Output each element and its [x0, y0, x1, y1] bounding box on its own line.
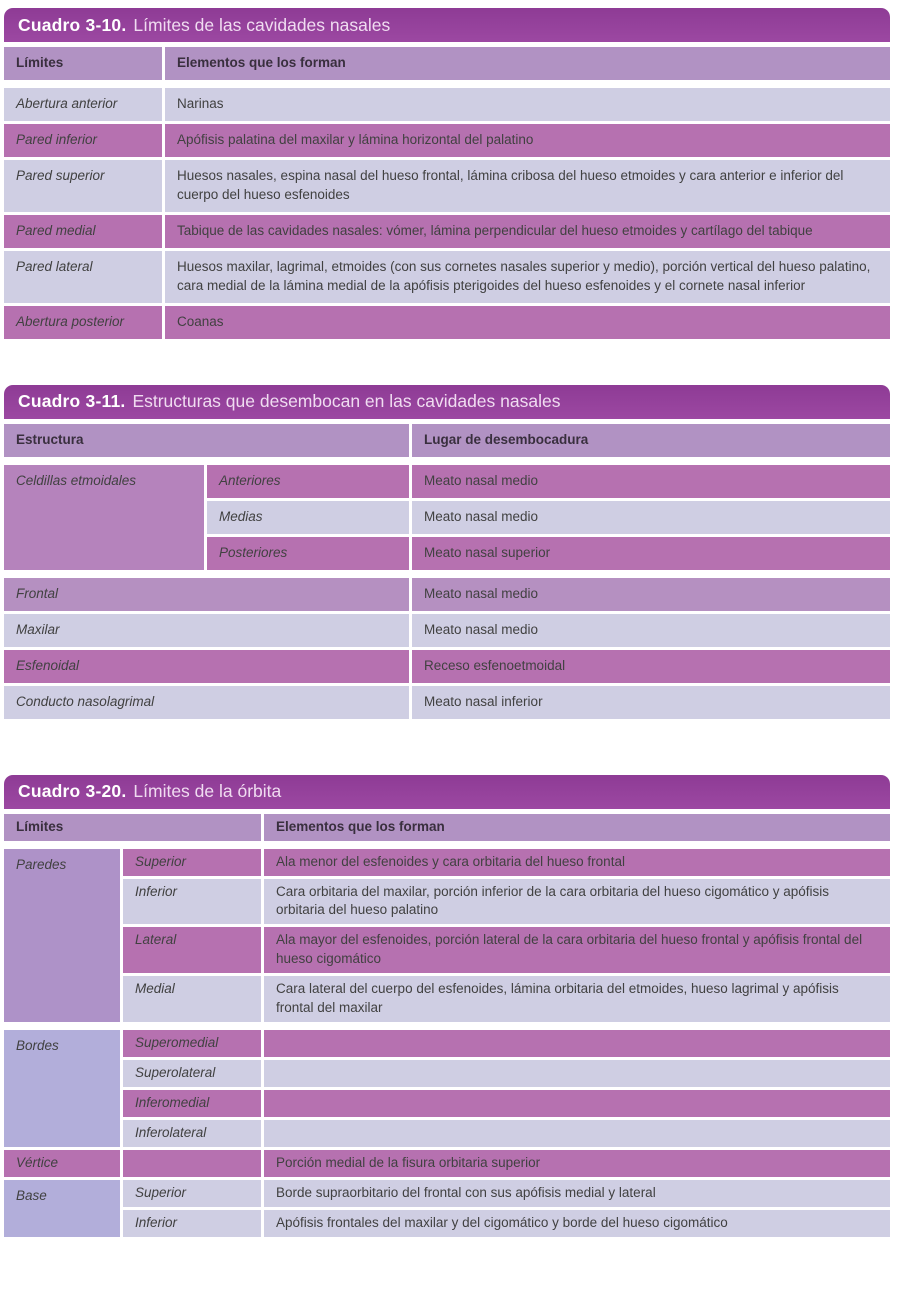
cuadro-number: Cuadro 3-20.: [18, 781, 127, 802]
cuadro-3-11-table: [4, 424, 890, 719]
subrow-value: Apófisis frontales del maxilar y del cigomático y borde del hueso cigomático: [264, 1210, 890, 1237]
row-label: Abertura posterior: [4, 306, 162, 339]
subrow-value: Ala mayor del esfenoides, porción lateral de la cara orbitaria del hueso frontal y apófisis frontal del hueso cigomático: [264, 927, 890, 973]
cuadro-3-11-title-bar: [4, 385, 890, 419]
row-value: Meato nasal inferior: [412, 686, 890, 719]
subrow-value-empty: [264, 1090, 890, 1117]
cuadro-3-20-title-bar: [4, 775, 890, 809]
subrow-value: Borde supraorbitario del frontal con sus apófisis medial y lateral: [264, 1180, 890, 1207]
subrow-label: Superomedial: [123, 1030, 261, 1057]
empty-cell: [123, 1150, 261, 1177]
subrow-value: Cara lateral del cuerpo del esfenoides, lámina orbitaria del etmoides, hueso lagrimal y apófisis frontal del maxilar: [264, 976, 890, 1022]
group-label-bordes: Bordes: [4, 1030, 120, 1147]
cuadro-3-20-table: [4, 814, 890, 1237]
subrow-label: Medial: [123, 976, 261, 1022]
row-value: Huesos nasales, espina nasal del hueso frontal, lámina cribosa del hueso etmoides y cara anterior e inferior del cuerpo del hueso esfenoides: [165, 160, 890, 212]
subrow-label: Superior: [123, 1180, 261, 1207]
row-value: Tabique de las cavidades nasales: vómer, lámina perpendicular del hueso etmoides y cartílago del tabique: [165, 215, 890, 248]
row-label: Pared superior: [4, 160, 162, 212]
cuadro-title: Límites de la órbita: [133, 781, 282, 802]
row-spacer: [4, 83, 890, 85]
cuadro-3-10-table: [4, 47, 890, 339]
row-label: Pared inferior: [4, 124, 162, 157]
group-label-celdillas-etmoidales: Celdillas etmoidales: [4, 465, 204, 570]
row-value: Meato nasal medio: [412, 614, 890, 647]
cuadro-number: Cuadro 3-10.: [18, 14, 127, 35]
subrow-label: Posteriores: [207, 537, 409, 570]
cuadro-title: Límites de las cavidades nasales: [133, 14, 391, 35]
subrow-label: Superolateral: [123, 1060, 261, 1087]
row-spacer: [4, 460, 890, 462]
subrow-value: Meato nasal medio: [412, 465, 890, 498]
cuadro-3-10-title-bar: [4, 8, 890, 42]
cuadro-3-20: [4, 775, 890, 1237]
cuadro-3-10: [4, 8, 890, 339]
group-label-paredes: Paredes: [4, 849, 120, 1022]
subrow-value: Ala menor del esfenoides y cara orbitaria del hueso frontal: [264, 849, 890, 876]
row-value: Meato nasal medio: [412, 578, 890, 611]
row-label: Abertura anterior: [4, 88, 162, 121]
row-value: Receso esfenoetmoidal: [412, 650, 890, 683]
subrow-label: Inferior: [123, 879, 261, 925]
subrow-label: Medias: [207, 501, 409, 534]
row-label: Frontal: [4, 578, 409, 611]
row-value: Apófisis palatina del maxilar y lámina horizontal del palatino: [165, 124, 890, 157]
subrow-label: Inferior: [123, 1210, 261, 1237]
subrow-value: Meato nasal medio: [412, 501, 890, 534]
row-spacer: [4, 1025, 890, 1027]
subrow-label: Inferomedial: [123, 1090, 261, 1117]
subrow-label: Inferolateral: [123, 1120, 261, 1147]
row-label: Maxilar: [4, 614, 409, 647]
subrow-value: Cara orbitaria del maxilar, porción inferior de la cara orbitaria del hueso cigomático y apófisis orbitaria del hueso palatino: [264, 879, 890, 925]
subrow-label: Anteriores: [207, 465, 409, 498]
row-label: Pared lateral: [4, 251, 162, 303]
row-value: Porción medial de la fisura orbitaria superior: [264, 1150, 890, 1177]
col-header-elementos: Elementos que los forman: [264, 814, 890, 841]
row-label-vertice: Vértice: [4, 1150, 120, 1177]
subrow-label: Superior: [123, 849, 261, 876]
subrow-value-empty: [264, 1120, 890, 1147]
row-label: Pared medial: [4, 215, 162, 248]
row-label: Conducto nasolagrimal: [4, 686, 409, 719]
cuadro-3-11: [4, 385, 890, 719]
subrow-value: Meato nasal superior: [412, 537, 890, 570]
row-spacer: [4, 844, 890, 846]
group-label-base: Base: [4, 1180, 120, 1237]
cuadro-title: Estructuras que desembocan en las cavidades nasales: [132, 391, 561, 412]
row-value: Coanas: [165, 306, 890, 339]
row-label: Esfenoidal: [4, 650, 409, 683]
col-header-limites: Límites: [4, 814, 261, 841]
subrow-value-empty: [264, 1030, 890, 1057]
row-spacer: [4, 573, 890, 575]
col-header-estructura: Estructura: [4, 424, 409, 457]
subrow-label: Lateral: [123, 927, 261, 973]
col-header-elementos: Elementos que los forman: [165, 47, 890, 80]
col-header-lugar: Lugar de desembocadura: [412, 424, 890, 457]
subrow-value-empty: [264, 1060, 890, 1087]
cuadro-number: Cuadro 3-11.: [18, 391, 126, 412]
row-value: Huesos maxilar, lagrimal, etmoides (con sus cornetes nasales superior y medio), porción vertical del hueso palatino, cara medial de la lámina medial de la apófisis pterigoides del hueso esfenoides y el cornete nasal inferior: [165, 251, 890, 303]
row-value: Narinas: [165, 88, 890, 121]
col-header-limites: Límites: [4, 47, 162, 80]
